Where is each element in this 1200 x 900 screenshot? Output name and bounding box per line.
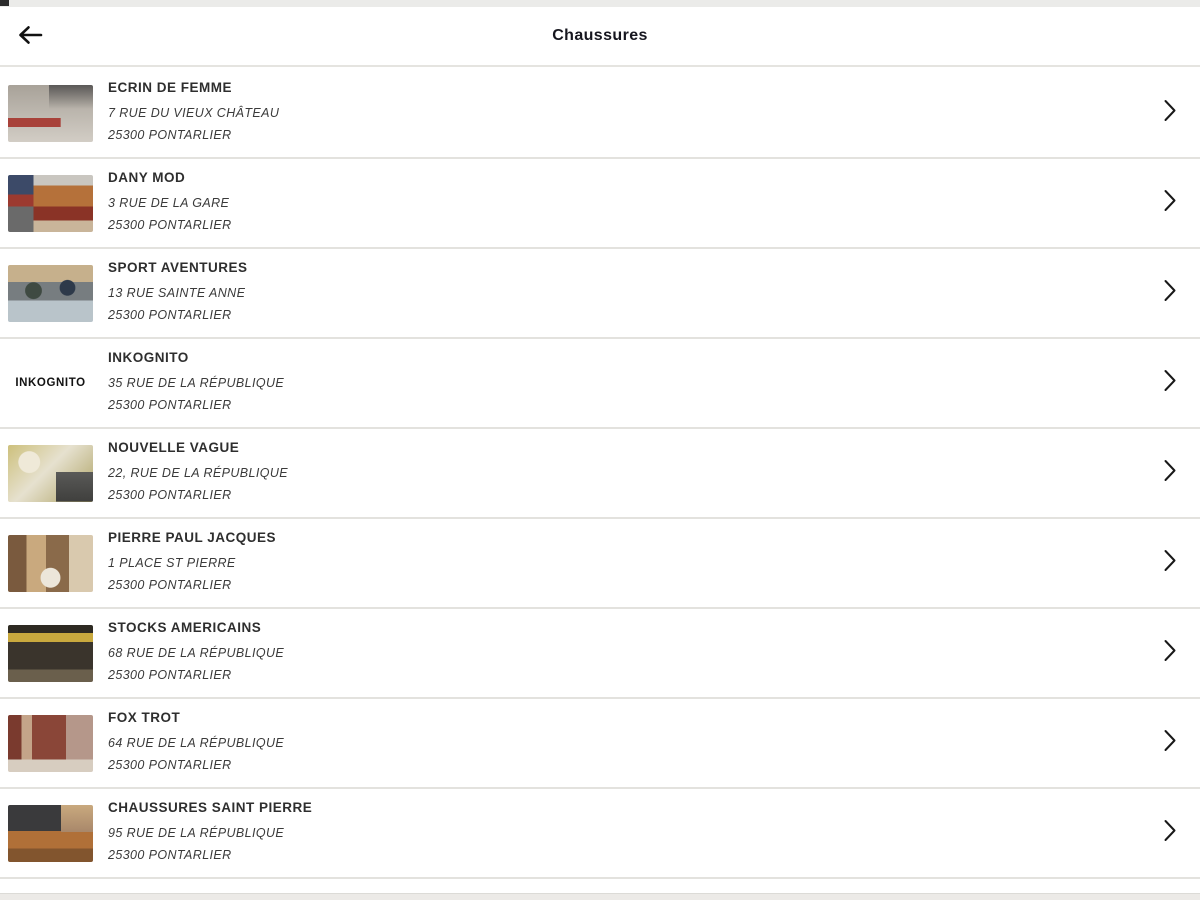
store-name: CHAUSSURES SAINT PIERRE (108, 800, 313, 815)
store-info (108, 170, 232, 236)
store-thumbnail (8, 625, 93, 682)
list-item[interactable] (0, 69, 1200, 159)
store-address: 64 RUE DE LA RÉPUBLIQUE (108, 736, 285, 750)
store-address: 95 RUE DE LA RÉPUBLIQUE (108, 826, 285, 840)
store-info (108, 440, 288, 506)
store-thumbnail (8, 175, 93, 232)
store-name: STOCKS AMERICAINS (108, 620, 262, 635)
store-address: 3 RUE DE LA GARE (108, 196, 230, 210)
store-thumbnail (8, 85, 93, 142)
store-address: 13 RUE SAINTE ANNE (108, 286, 246, 300)
store-address: 7 RUE DU VIEUX CHÂTEAU (108, 106, 280, 120)
store-address: 1 PLACE ST PIERRE (108, 556, 236, 570)
list-item[interactable] (0, 609, 1200, 699)
store-name: FOX TROT (108, 710, 181, 725)
store-city: 25300 PONTARLIER (108, 308, 232, 322)
list-item[interactable] (0, 699, 1200, 789)
chevron-right-icon (1163, 369, 1177, 398)
list-item[interactable] (0, 519, 1200, 609)
store-city: 25300 PONTARLIER (108, 218, 232, 232)
chevron-right-icon (1163, 459, 1177, 488)
store-address: 22, RUE DE LA RÉPUBLIQUE (108, 466, 289, 480)
store-address: 35 RUE DE LA RÉPUBLIQUE (108, 376, 285, 390)
store-info (108, 710, 284, 776)
store-city: 25300 PONTARLIER (108, 578, 232, 592)
top-edge-strip (0, 0, 1200, 7)
store-city: 25300 PONTARLIER (108, 848, 232, 862)
bottom-edge-strip (0, 893, 1200, 900)
store-city: 25300 PONTARLIER (108, 128, 232, 142)
store-thumbnail (8, 535, 93, 592)
store-name: INKOGNITO (108, 350, 189, 365)
store-info (108, 260, 248, 326)
list-item[interactable] (0, 339, 1200, 429)
store-thumbnail (8, 265, 93, 322)
list-item[interactable] (0, 159, 1200, 249)
page-title: Chaussures (552, 27, 648, 44)
chevron-right-icon (1163, 279, 1177, 308)
store-address: 68 RUE DE LA RÉPUBLIQUE (108, 646, 285, 660)
store-name: PIERRE PAUL JACQUES (108, 530, 277, 545)
chevron-right-icon (1163, 189, 1177, 218)
store-name: ECRIN DE FEMME (108, 80, 233, 95)
chevron-right-icon (1163, 729, 1177, 758)
store-name: NOUVELLE VAGUE (108, 440, 240, 455)
store-info (108, 800, 312, 866)
store-city: 25300 PONTARLIER (108, 668, 232, 682)
store-city: 25300 PONTARLIER (108, 398, 232, 412)
chevron-right-icon (1163, 99, 1177, 128)
store-info (108, 530, 276, 596)
store-thumbnail (8, 445, 93, 502)
thumbnail-logo-text: INKOGNITO (15, 377, 86, 389)
store-list (0, 69, 1200, 879)
list-item[interactable] (0, 429, 1200, 519)
list-item[interactable] (0, 249, 1200, 339)
list-item[interactable] (0, 789, 1200, 879)
back-button[interactable] (13, 19, 47, 53)
corner-artifact (0, 0, 9, 6)
store-city: 25300 PONTARLIER (108, 488, 232, 502)
chevron-right-icon (1163, 639, 1177, 668)
store-thumbnail (8, 715, 93, 772)
store-name: SPORT AVENTURES (108, 260, 248, 275)
store-city: 25300 PONTARLIER (108, 758, 232, 772)
store-info (108, 620, 284, 686)
arrow-left-icon (17, 24, 43, 49)
chevron-right-icon (1163, 549, 1177, 578)
store-thumbnail (8, 805, 93, 862)
chevron-right-icon (1163, 819, 1177, 848)
store-info (108, 350, 284, 416)
store-name: DANY MOD (108, 170, 186, 185)
header-bar (0, 7, 1200, 67)
store-thumbnail (8, 355, 93, 412)
store-info (108, 80, 279, 146)
